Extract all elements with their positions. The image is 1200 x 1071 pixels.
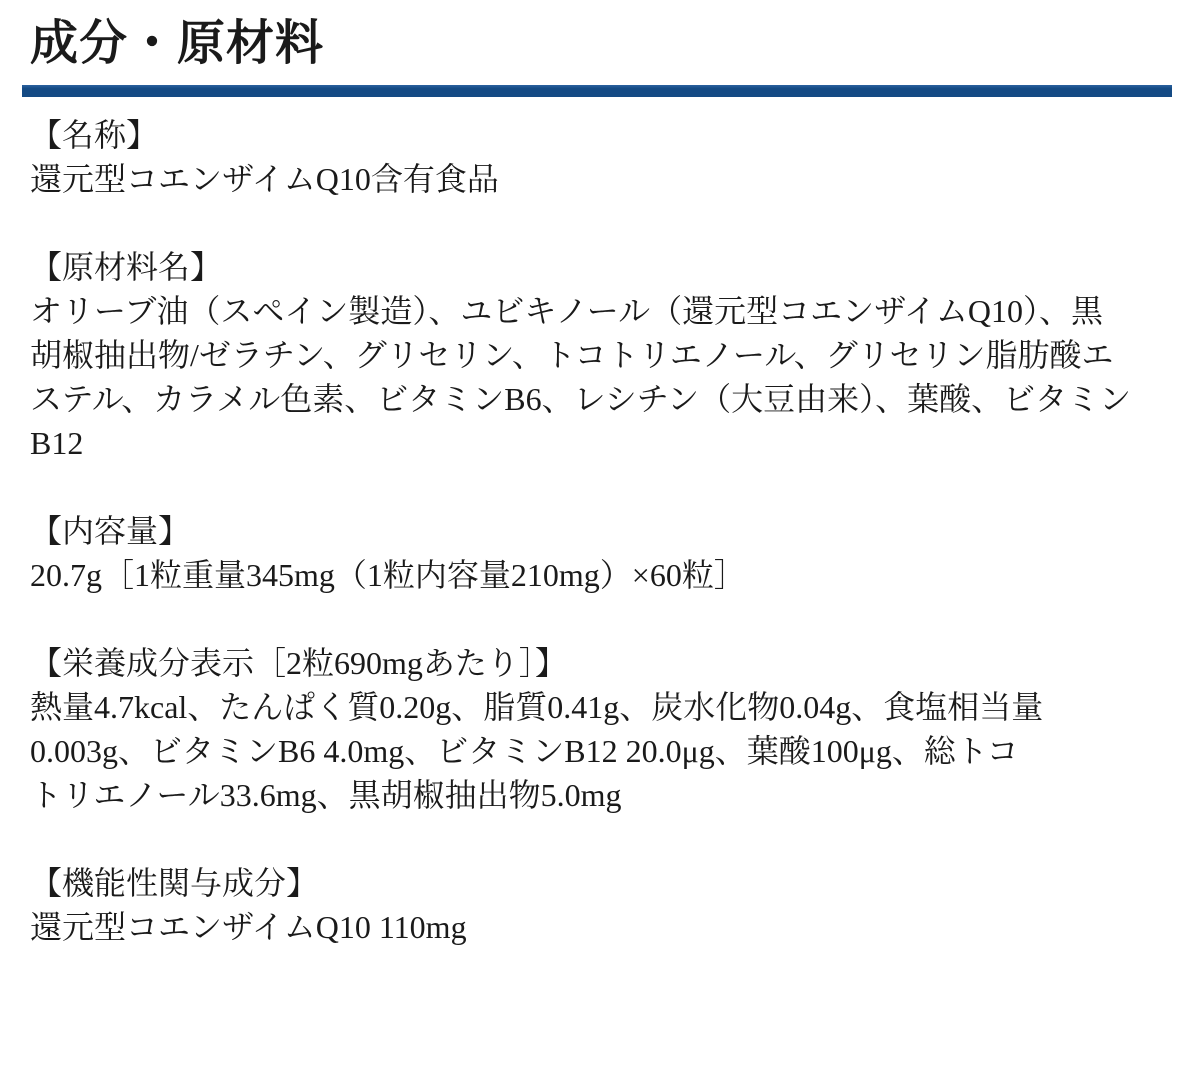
section-text-line: 還元型コエンザイムQ10含有食品 <box>30 161 499 197</box>
section-text-line: ステル、カラメル色素、ビタミンB6、レシチン（大豆由来）、葉酸、ビタミン <box>30 381 1132 417</box>
page-title: 成分・原材料 <box>30 17 325 70</box>
section-heading: 【内容量】 <box>30 513 191 549</box>
section-product-name <box>30 113 1170 201</box>
section-nutrition-facts <box>30 641 1170 817</box>
section-heading: 【名称】 <box>30 117 159 153</box>
section-text-line: 胡椒抽出物/ゼラチン、グリセリン、トコトリエノール、グリセリン脂肪酸エ <box>30 337 1114 373</box>
section-text-line: 20.7g［1粒重量345mg（1粒内容量210mg）×60粒］ <box>30 557 746 593</box>
section-text-line: B12 <box>30 425 84 461</box>
section-functional-ingredient <box>30 861 1170 949</box>
section-raw-materials <box>30 245 1170 465</box>
section-heading: 【栄養成分表示［2粒690mgあたり］】 <box>30 645 567 681</box>
section-text-line: 熱量4.7kcal、たんぱく質0.20g、脂質0.41g、炭水化物0.04g、食塩相当量 <box>30 689 1044 725</box>
section-text-line: 還元型コエンザイムQ10 110mg <box>30 909 467 945</box>
section-net-content <box>30 509 1170 597</box>
section-heading: 【原材料名】 <box>30 249 223 285</box>
title-divider-rule <box>22 85 1172 97</box>
section-text-line: オリーブ油（スペイン製造）、ユビキノール（還元型コエンザイムQ10）、黒 <box>30 293 1104 329</box>
section-text-line: トリエノール33.6mg、黒胡椒抽出物5.0mg <box>30 777 622 813</box>
section-text-line: 0.003g、ビタミンB6 4.0mg、ビタミンB12 20.0μg、葉酸100μg、総トコ <box>30 733 1019 769</box>
section-heading: 【機能性関与成分】 <box>30 865 319 901</box>
